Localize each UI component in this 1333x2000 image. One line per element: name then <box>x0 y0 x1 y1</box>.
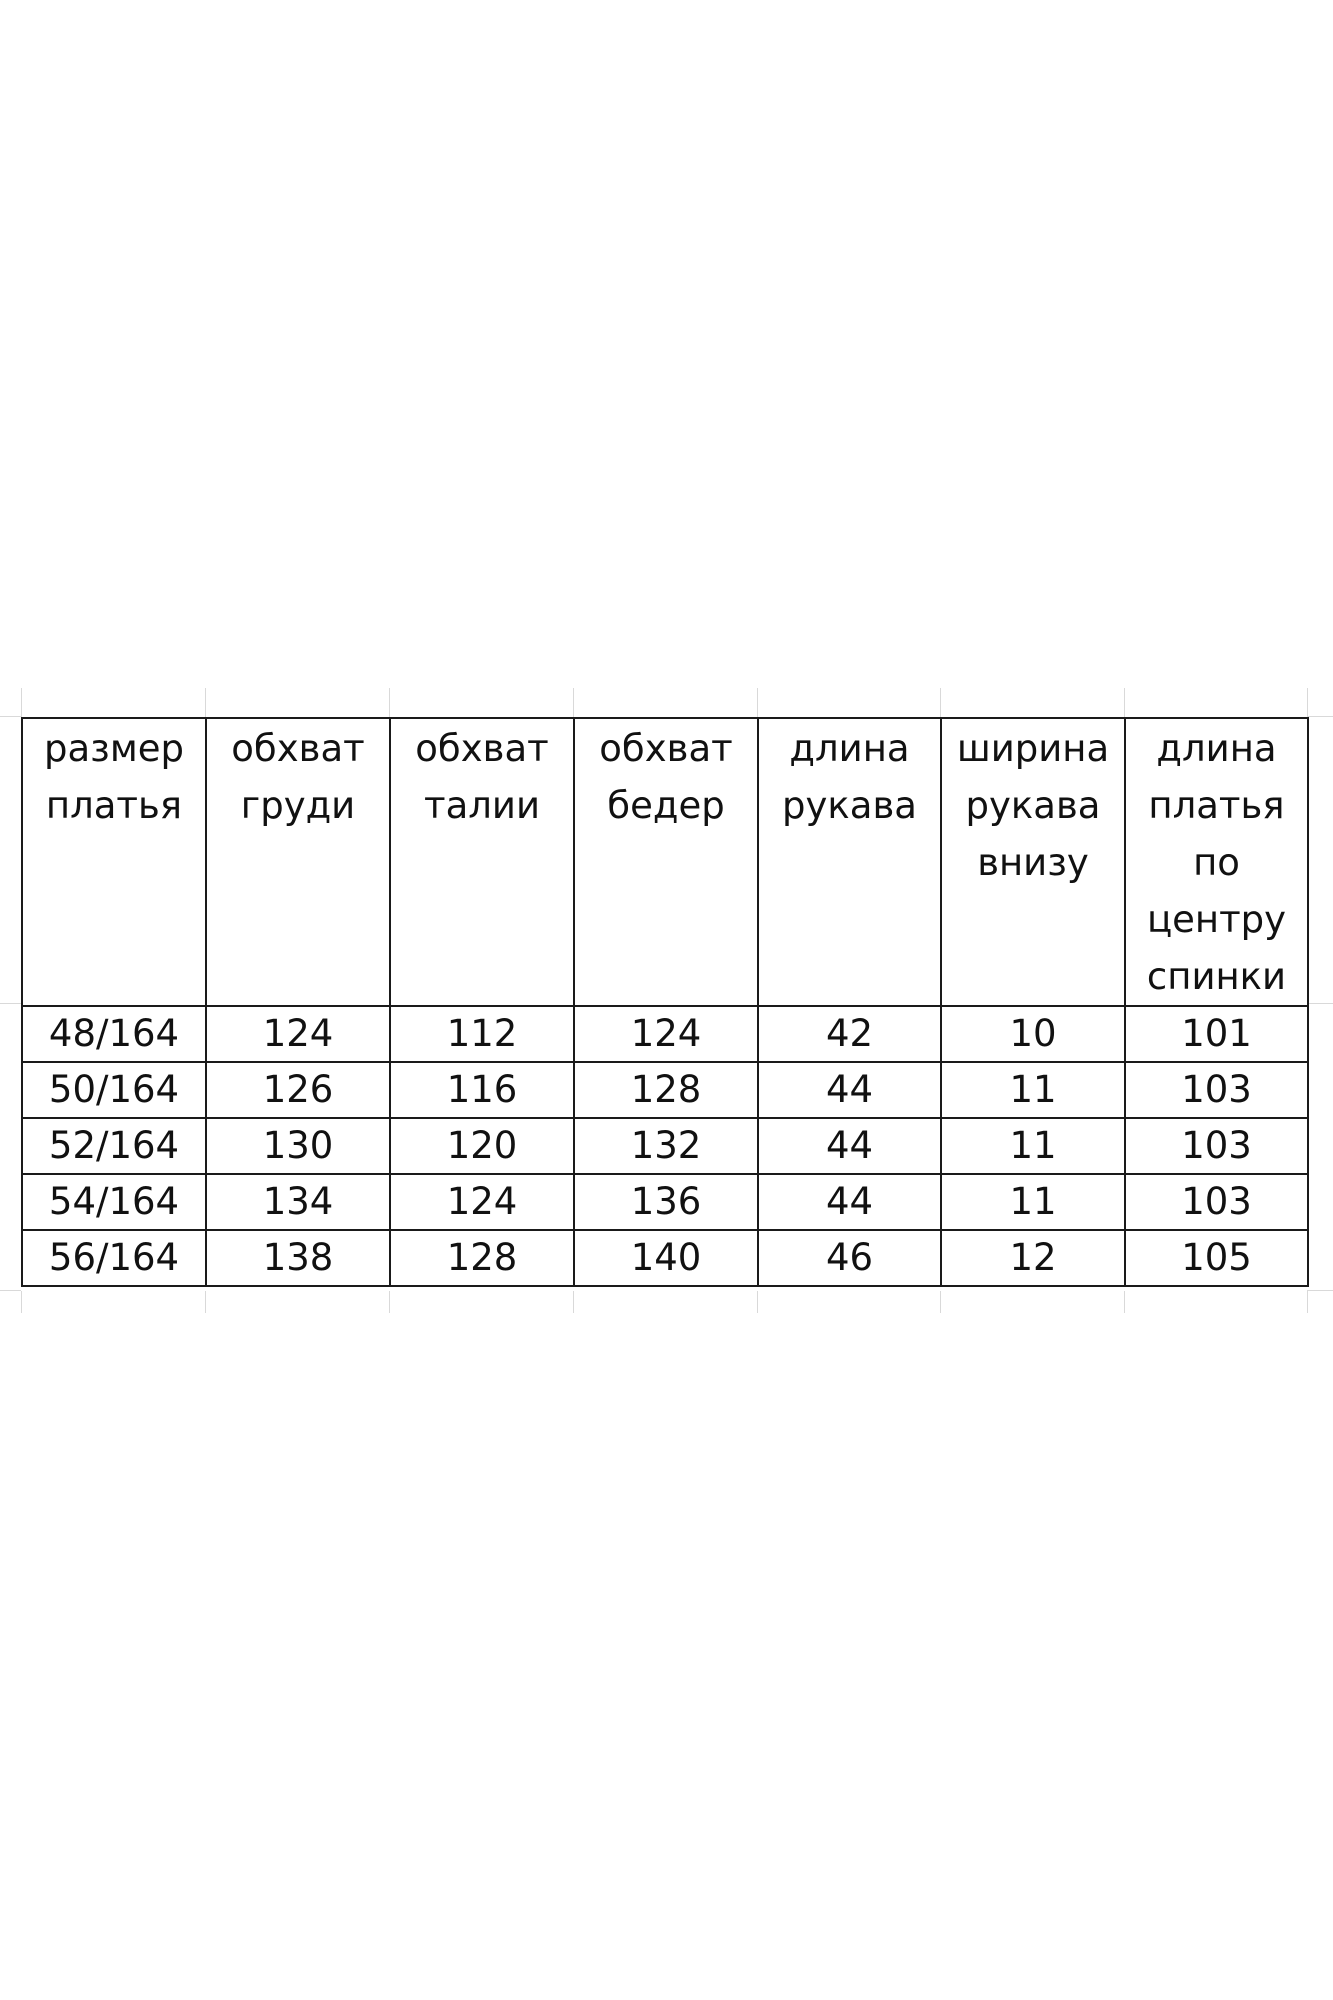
table-cell: 11 <box>941 1062 1125 1118</box>
table-cell: 42 <box>758 1006 941 1062</box>
table-cell: 54/164 <box>22 1174 206 1230</box>
header-row <box>22 718 1308 1006</box>
table-row <box>22 1118 1308 1174</box>
table-cell: 124 <box>574 1006 758 1062</box>
table-cell: 12 <box>941 1230 1125 1286</box>
table-cell: 120 <box>390 1118 574 1174</box>
table-cell: 10 <box>941 1006 1125 1062</box>
table-row <box>22 1062 1308 1118</box>
table-cell: 44 <box>758 1062 941 1118</box>
table-cell: 124 <box>206 1006 390 1062</box>
table-row <box>22 1006 1308 1062</box>
table-row <box>22 1174 1308 1230</box>
table-cell: 136 <box>574 1174 758 1230</box>
table-cell: 52/164 <box>22 1118 206 1174</box>
table-cell: 11 <box>941 1174 1125 1230</box>
header-sleeve-width-bottom: ширина рукава внизу <box>941 718 1125 1006</box>
table-cell: 103 <box>1125 1118 1308 1174</box>
table-cell: 124 <box>390 1174 574 1230</box>
table-cell: 126 <box>206 1062 390 1118</box>
table-cell: 112 <box>390 1006 574 1062</box>
header-waist-girth: обхват талии <box>390 718 574 1006</box>
table-cell: 132 <box>574 1118 758 1174</box>
table-cell: 116 <box>390 1062 574 1118</box>
table-cell: 138 <box>206 1230 390 1286</box>
size-chart-table <box>21 717 1309 1287</box>
table-cell: 44 <box>758 1118 941 1174</box>
header-dress-size: размер платья <box>22 718 206 1006</box>
table-cell: 56/164 <box>22 1230 206 1286</box>
header-sleeve-length: длина рукава <box>758 718 941 1006</box>
header-dress-length-center-back: длина платья по центру спинки <box>1125 718 1308 1006</box>
table-cell: 140 <box>574 1230 758 1286</box>
table-cell: 48/164 <box>22 1006 206 1062</box>
table-header <box>22 718 1308 1006</box>
table-cell: 130 <box>206 1118 390 1174</box>
table-cell: 44 <box>758 1174 941 1230</box>
table-row <box>22 1230 1308 1286</box>
table-cell: 105 <box>1125 1230 1308 1286</box>
table-cell: 50/164 <box>22 1062 206 1118</box>
header-chest-girth: обхват груди <box>206 718 390 1006</box>
table-cell: 134 <box>206 1174 390 1230</box>
table-body <box>22 1006 1308 1286</box>
table-cell: 128 <box>574 1062 758 1118</box>
table-cell: 128 <box>390 1230 574 1286</box>
table-cell: 46 <box>758 1230 941 1286</box>
table-cell: 11 <box>941 1118 1125 1174</box>
table-cell: 103 <box>1125 1062 1308 1118</box>
table-cell: 103 <box>1125 1174 1308 1230</box>
header-hip-girth: обхват бедер <box>574 718 758 1006</box>
table-cell: 101 <box>1125 1006 1308 1062</box>
